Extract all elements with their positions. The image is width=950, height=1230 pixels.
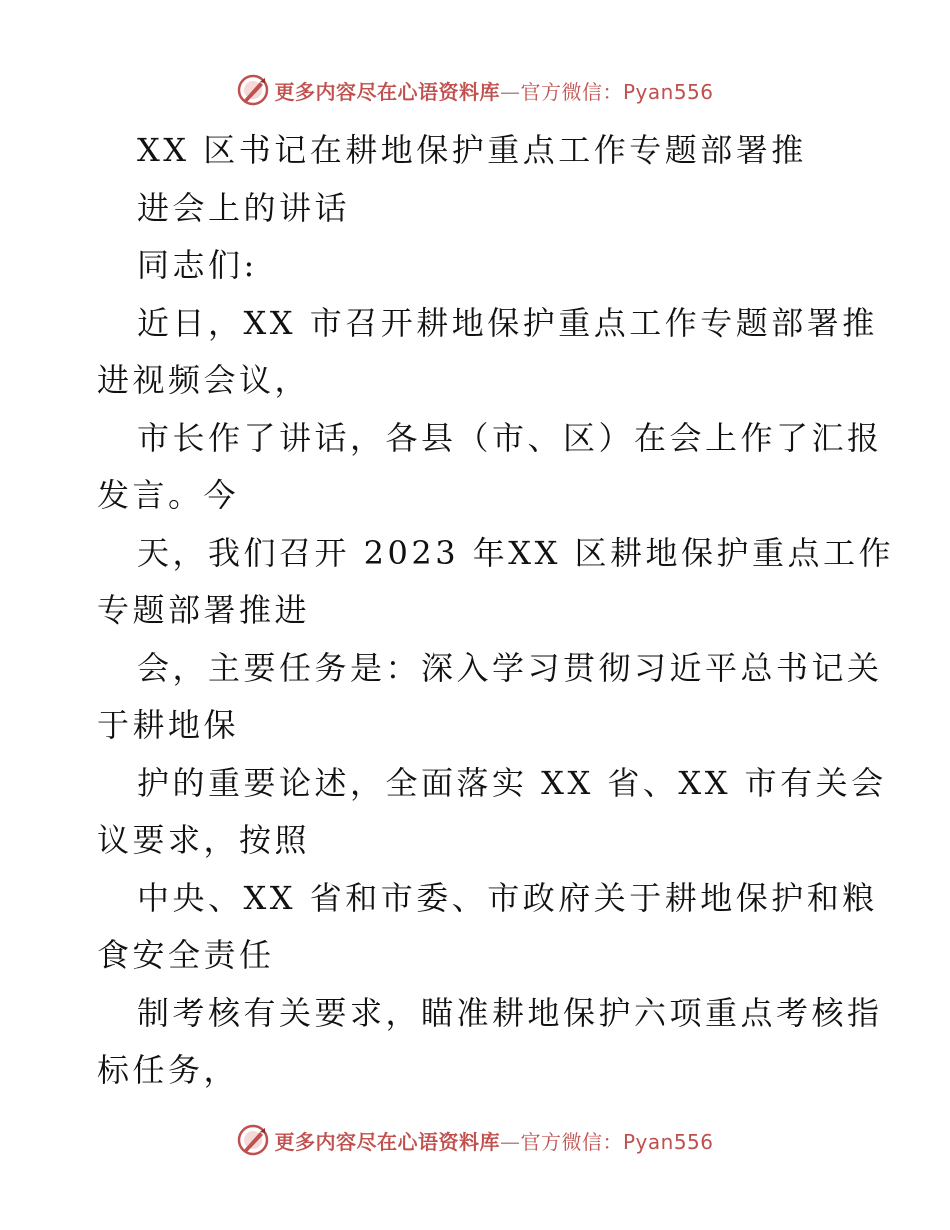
watermark-label: 官方微信： bbox=[520, 1129, 623, 1154]
watermark-header bbox=[0, 70, 950, 110]
watermark-brand: 更多内容尽在心语资料库 bbox=[274, 1129, 500, 1154]
watermark-separator: — bbox=[499, 1129, 521, 1154]
text-line: 议要求，按照 bbox=[97, 821, 311, 859]
watermark-text bbox=[274, 1126, 713, 1155]
text-line: 发言。今 bbox=[97, 476, 240, 514]
watermark-separator: — bbox=[499, 79, 521, 104]
text-line: 天，我们召开 2023 年XX 区耕地保护重点工作 bbox=[137, 533, 895, 572]
text-line: 中央、XX 省和市委、市政府关于耕地保护和粮 bbox=[137, 878, 878, 917]
text-line: 于耕地保 bbox=[97, 706, 240, 744]
watermark-text bbox=[274, 76, 713, 105]
watermark-brand: 更多内容尽在心语资料库 bbox=[274, 79, 500, 104]
watermark-account: Pyan556 bbox=[622, 1129, 714, 1154]
quill-logo-icon bbox=[236, 73, 270, 107]
watermark-label: 官方微信： bbox=[520, 79, 623, 104]
text-line: 食安全责任 bbox=[97, 936, 275, 974]
text-line: 专题部署推进 bbox=[97, 591, 311, 629]
document-body bbox=[97, 122, 895, 1100]
text-line: XX 区书记在耕地保护重点工作专题部署推 bbox=[137, 131, 807, 169]
text-line: 市长作了讲话，各县（市、区）在会上作了汇报 bbox=[137, 418, 883, 457]
watermark-account: Pyan556 bbox=[622, 79, 714, 104]
text-line: 进视频会议， bbox=[97, 361, 311, 399]
text-line: 进会上的讲话 bbox=[137, 188, 351, 227]
text-line: 近日，XX 市召开耕地保护重点工作专题部署推 bbox=[137, 303, 878, 342]
text-line: 制考核有关要求，瞄准耕地保护六项重点考核指 bbox=[137, 993, 883, 1032]
text-line: 会，主要任务是：深入学习贯彻习近平总书记关 bbox=[137, 648, 883, 687]
quill-logo-icon bbox=[236, 1123, 270, 1157]
text-line: 同志们: bbox=[137, 246, 258, 284]
text-line: 标任务， bbox=[97, 1051, 240, 1089]
watermark-footer bbox=[0, 1120, 950, 1160]
text-line: 护的重要论述，全面落实 XX 省、XX 市有关会 bbox=[137, 763, 887, 802]
